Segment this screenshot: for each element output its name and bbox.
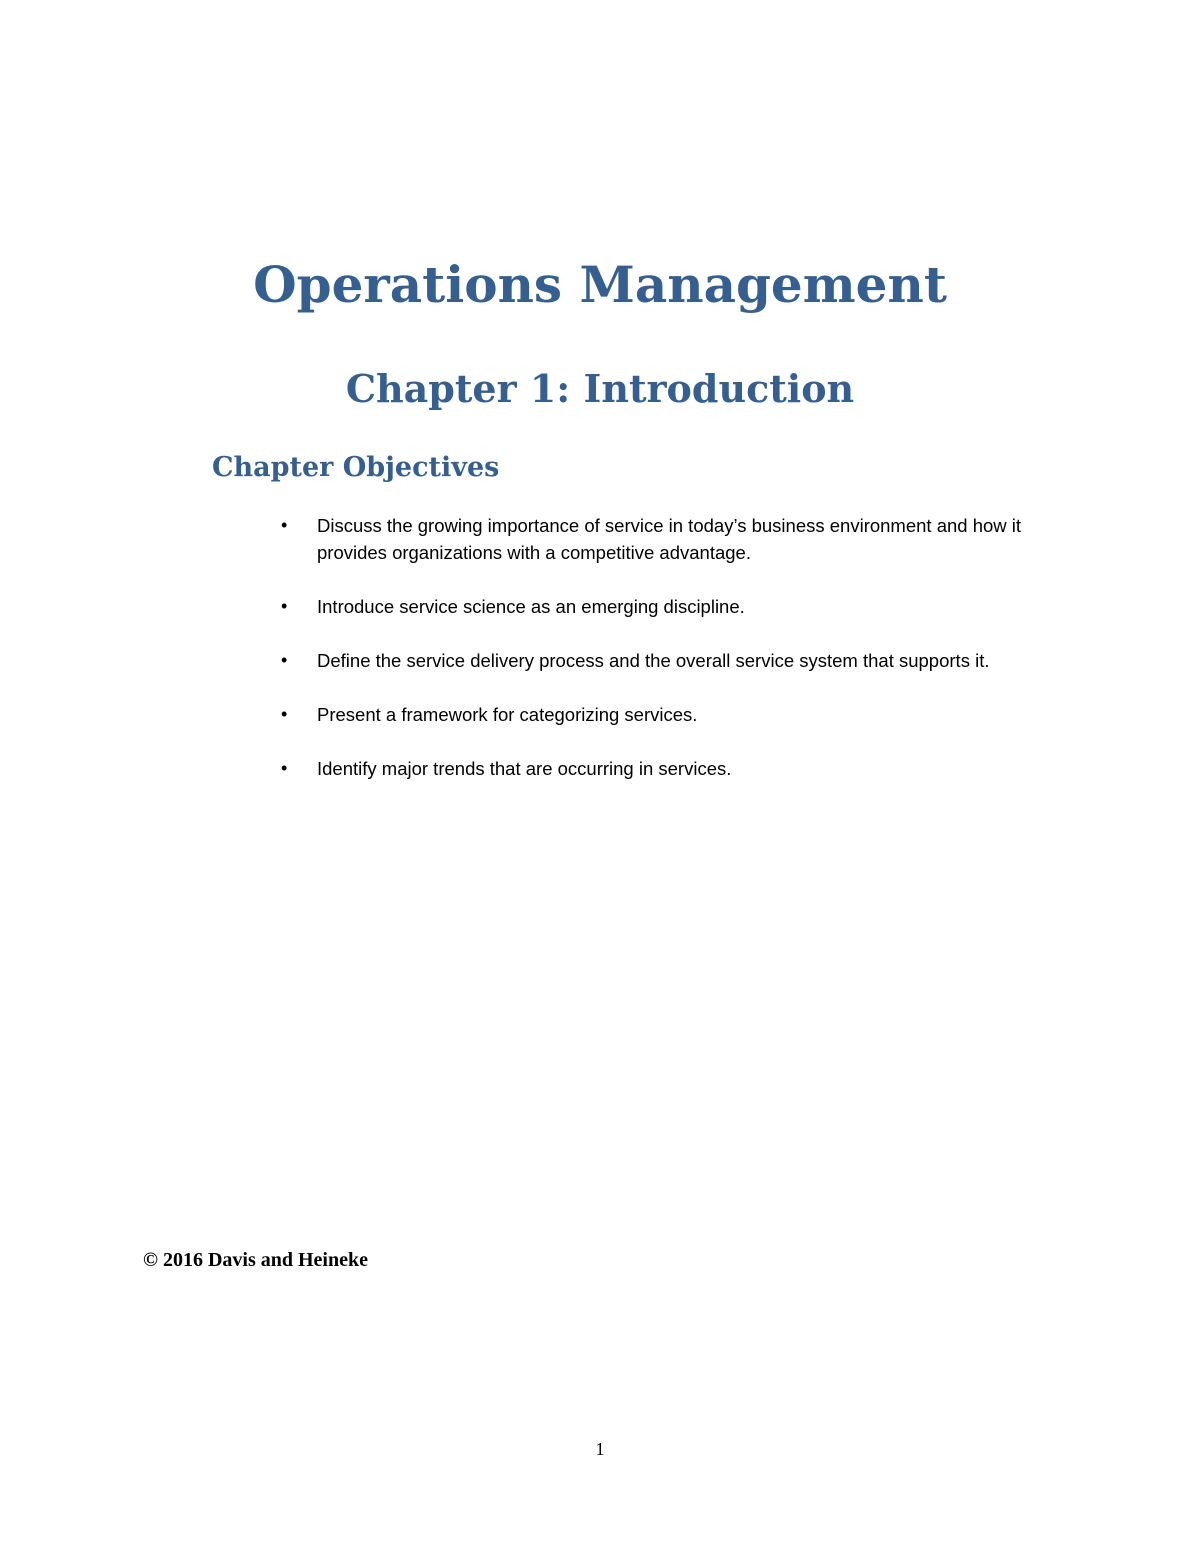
objective-text: Discuss the growing importance of service in today’s business environment and how it provides organizations with a competitive advantage. <box>317 515 1022 563</box>
page-number: 1 <box>595 1439 605 1459</box>
bullet-icon: • <box>281 758 288 778</box>
objective-text: Define the service delivery process and the overall service system that supports it. <box>317 650 990 671</box>
objective-text: Introduce service science as an emerging discipline. <box>317 596 745 617</box>
objective-item <box>0 512 1077 566</box>
chapter-title: Chapter 1: Introduction <box>345 366 855 411</box>
objective-item <box>0 755 1077 782</box>
document-title: Operations Management <box>253 255 947 314</box>
objective-item <box>0 593 1077 620</box>
bullet-icon: • <box>281 515 288 535</box>
bullet-icon: • <box>281 596 288 616</box>
bullet-icon: • <box>281 650 288 670</box>
objectives-heading: Chapter Objectives <box>212 452 500 483</box>
objective-item <box>0 701 1077 728</box>
objectives-list <box>0 512 1200 809</box>
objective-item <box>0 647 1077 674</box>
bullet-icon: • <box>281 704 288 724</box>
copyright-notice: © 2016 Davis and Heineke <box>143 1249 368 1271</box>
objective-text: Identify major trends that are occurring in services. <box>317 758 732 779</box>
objective-text: Present a framework for categorizing services. <box>317 704 698 725</box>
